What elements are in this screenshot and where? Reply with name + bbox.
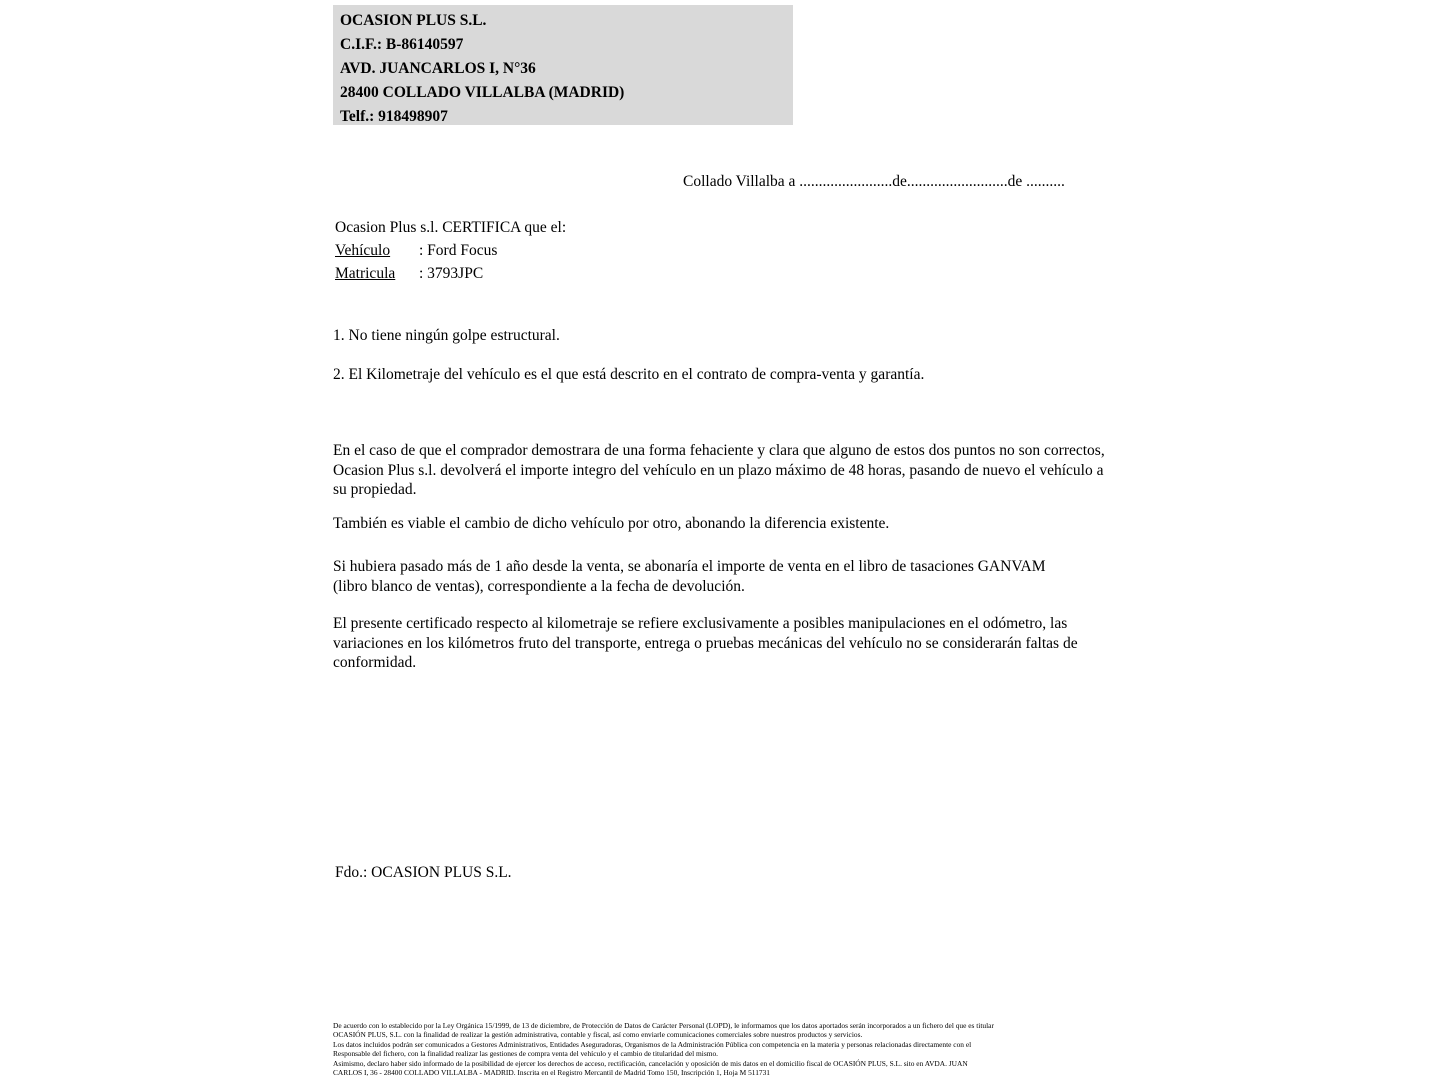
paragraph-refund: En el caso de que el comprador demostrara de una forma fehaciente y clara que alguno de estos dos puntos no son correctos, Ocasion Plus s.l. devolverá el importe integro del vehículo en un plazo máximo de 48 horas, pasando de nuevo el vehículo a su propiedad.	[333, 442, 1105, 498]
legal-footer	[333, 1021, 1113, 1077]
company-header-block	[333, 5, 793, 125]
company-phone: Telf.: 918498907	[340, 108, 448, 125]
plate-line	[335, 264, 483, 283]
vehicle-label-wrap	[335, 241, 419, 260]
vehicle-line	[335, 241, 497, 260]
certify-line: Ocasion Plus s.l. CERTIFICA que el:	[335, 219, 567, 236]
legal-footer-line-3: Los datos incluidos podrán ser comunicados a Gestores Administrativos, Entidades Aseguradoras, Organismos de la Administración Pública con competencia en la materia y personas relacionadas directamente con el	[333, 1039, 972, 1049]
vehicle-label: Vehículo	[335, 242, 391, 259]
company-city: 28400 COLLADO VILLALBA (MADRID)	[340, 84, 625, 101]
legal-footer-line-1: De acuerdo con lo establecido por la Ley Orgánica 15/1999, de 13 de diciembre, de Protección de Datos de Carácter Personal (LOPD), le informamos que los datos aportados serán incorporados a un fichero del que es titular	[333, 1021, 994, 1030]
legal-footer-line-2: OCASIÓN PLUS, S.L. con la finalidad de realizar la gestión administrativa, contable y fiscal, así como enviarle comunicaciones comerciales sobre nuestros productos y servicios.	[333, 1030, 863, 1040]
paragraph-exchange: También es viable el cambio de dicho vehículo por otro, abonando la diferencia existente.	[333, 515, 890, 532]
point-structural: 1. No tiene ningún golpe estructural.	[333, 327, 560, 344]
legal-footer-line-4: Responsable del fichero, con la finalidad realizar las gestiones de compra venta del vehículo y el cambio de titularidad del mismo.	[333, 1049, 719, 1059]
plate-label-wrap	[335, 264, 419, 283]
paragraph-odometer: El presente certificado respecto al kilometraje se refiere exclusivamente a posibles manipulaciones en el odómetro, las variaciones en los kilómetros fruto del transporte, entrega o pruebas mecánicas del vehículo no se considerarán faltas de conformidad.	[333, 615, 1078, 671]
legal-footer-line-6: CARLOS I, 36 - 28400 COLLADO VILLALBA - MADRID. Inscrita en el Registro Mercantil de Madrid Tomo 150, Inscripción 1, Hoja M 511731	[333, 1068, 770, 1078]
vehicle-value: : Ford Focus	[419, 242, 498, 259]
company-address: AVD. JUANCARLOS I, N°36	[340, 60, 536, 77]
paragraph-ganvam: Si hubiera pasado más de 1 año desde la venta, se abonaría el importe de venta en el libro de tasaciones GANVAM (libro blanco de ventas), correspondiente a la fecha de devolución.	[333, 558, 1046, 595]
legal-footer-line-5: Asimismo, declaro haber sido informado de la posibilidad de ejercer los derechos de acceso, rectificación, cancelación y oposición de mis datos en el domicilio fiscal de OCASIÓN PLUS, S.L. sito en AVDA. JUAN	[333, 1058, 968, 1068]
date-line: Collado Villalba a ........................de..........................de ..........	[683, 173, 1065, 190]
signature-line: Fdo.: OCASION PLUS S.L.	[335, 864, 512, 881]
plate-label: Matricula	[335, 265, 396, 282]
point-mileage: 2. El Kilometraje del vehículo es el que está descrito en el contrato de compra-venta y garantía.	[333, 366, 925, 383]
company-cif: C.I.F.: B-86140597	[340, 36, 464, 53]
plate-value: : 3793JPC	[419, 265, 484, 282]
company-name: OCASION PLUS S.L.	[340, 12, 487, 29]
